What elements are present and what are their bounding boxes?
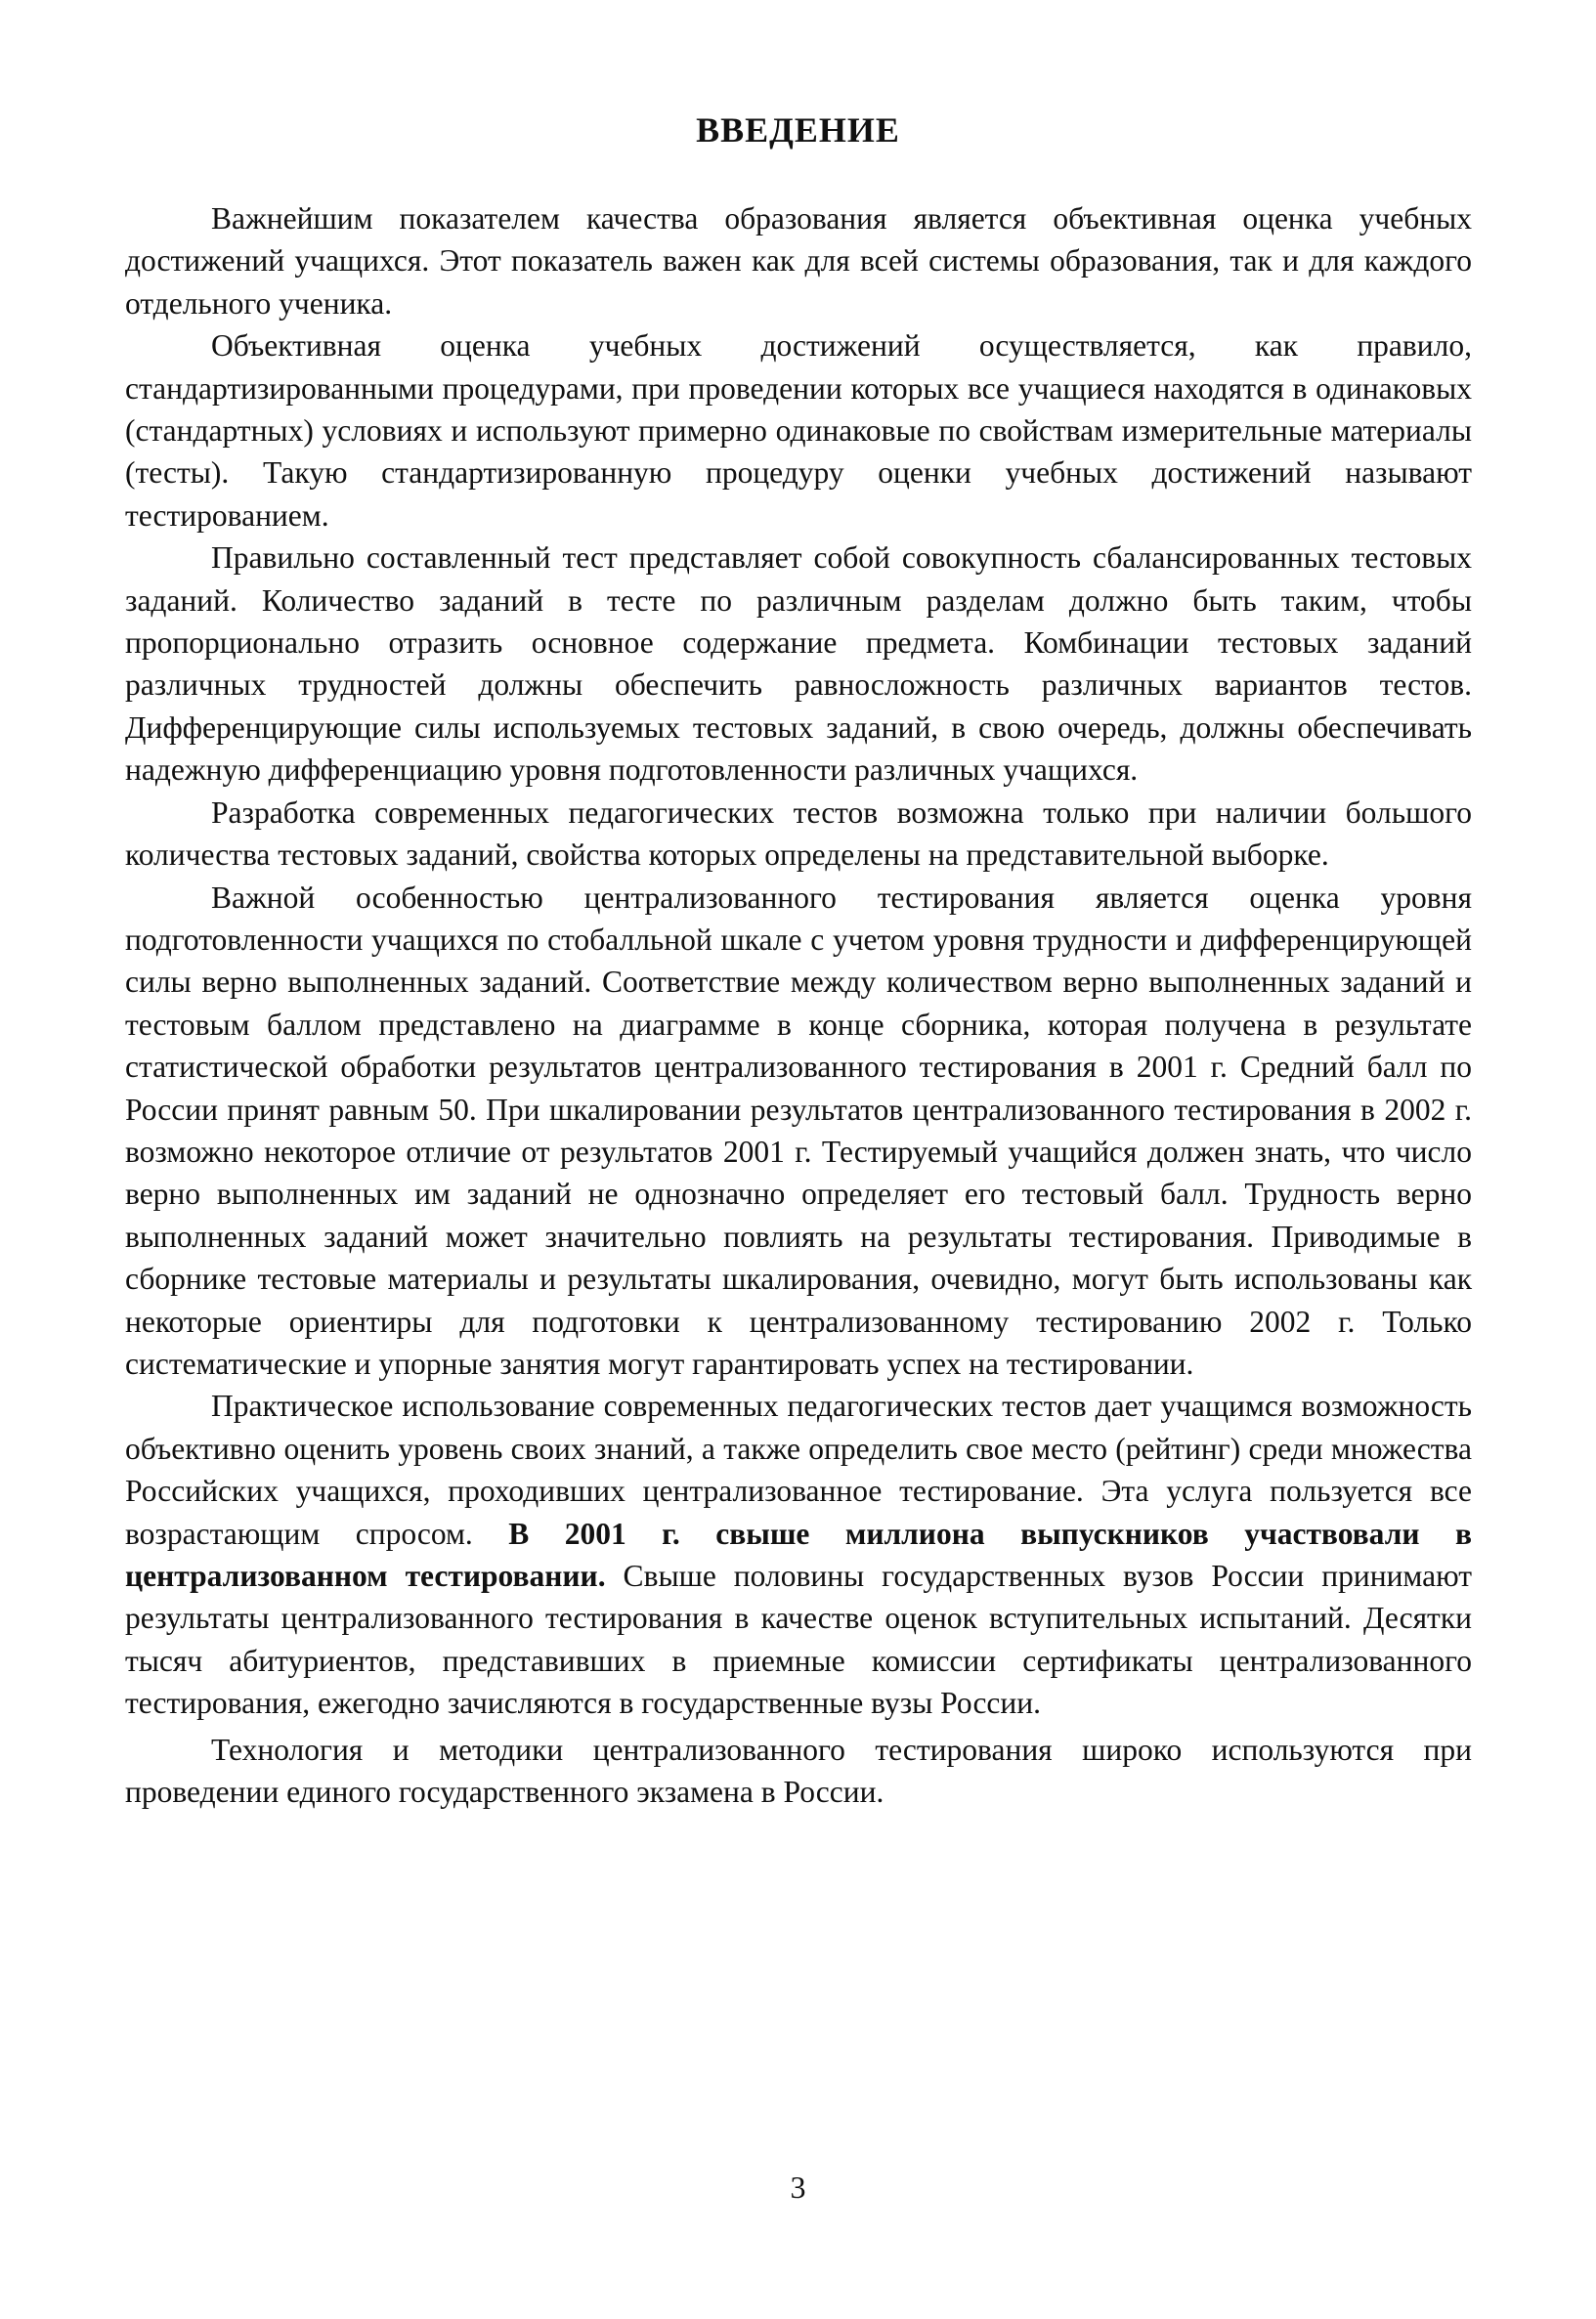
paragraph: Объективная оценка учебных достижений осуществляется, как правило, стандартизированными процедурами, при проведении которых все учащиеся находятся в одинаковых (стандартных) условиях и используют примерно одинаковые по свойствам измерительные материалы (тесты). Такую стандартизированную процедуру оценки учебных достижений называют тестированием.: [125, 328, 1472, 533]
paragraph: Разработка современных педагогических тестов возможна только при наличии большого количества тестовых заданий, свойства которых определены на представительной выборке.: [125, 794, 1472, 873]
paragraph: Важнейшим показателем качества образования является объективная оценка учебных достижений учащихся. Этот показатель важен как для всей системы образования, так и для каждого отдельного ученика.: [125, 201, 1472, 321]
page-title: ВВЕДЕНИЕ: [696, 110, 900, 150]
paragraph: Правильно составленный тест представляет собой совокупность сбалансированных тестовых заданий. Количество заданий в тесте по различным разделам должно быть таким, чтобы пропорционально отразить основное содержание предмета. Комбинации тестовых заданий различных трудностей должны обеспечить равносложность различных вариантов тестов. Дифференцирующие силы используемых тестовых заданий, в свою очередь, должны обеспечивать надежную дифференциацию уровня подготовленности различных учащихся.: [125, 540, 1472, 788]
paragraph: Технология и методики централизованного тестирования широко используются при проведении единого государственного экзамена в России.: [125, 1732, 1472, 1810]
body-text: [125, 197, 1472, 1813]
paragraph-with-bold: [125, 1385, 1472, 1724]
bold-statement: В 2001 г. свыше миллиона выпускников участвовали в централизованном тестировании.: [125, 1516, 1472, 1593]
page-number: 3: [790, 2169, 806, 2205]
paragraph-text-end: Свыше половины государственных вузов России принимают результаты централизованного тестирования в качестве оценок вступительных испытаний. Десятки тысяч абитуриентов, представивших в приемные комиссии сертификаты централизованного тестирования, ежегодно зачисляются в государственные вузы России.: [125, 1559, 1473, 1721]
paragraph-text-start: Практическое использование современных педагогических тестов дает учащимся возможность объективно оценить уровень своих знаний, а также определить свое место (рейтинг) среди множества Российских учащихся, проходивших централизованное тестирование. Эта услуга пользуется все возрастающим спросом.: [125, 1389, 1472, 1551]
paragraph: Важной особенностью централизованного тестирования является оценка уровня подготовленности учащихся по стобалльной шкале с учетом уровня трудности и дифференцирующей силы верно выполненных заданий. Соответствие между количеством верно выполненных заданий и тестовым баллом представлено на диаграмме в конце сборника, которая получена в результате статистической обработки результатов централизованного тестирования в 2001 г. Средний балл по России принят равным 50. При шкалировании результатов централизованного тестирования в 2002 г. возможно некоторое отличие от результатов 2001 г. Тестируемый учащийся должен знать, что число верно выполненных им заданий не однозначно определяет его тестовый балл. Трудность верно выполненных заданий может значительно повлиять на результаты тестирования. Приводимые в сборнике тестовые материалы и результаты шкалирования, очевидно, могут быть использованы как некоторые ориентиры для подготовки к централизованному тестированию 2002 г. Только систематические и упорные занятия могут гарантировать успех на тестировании.: [125, 880, 1472, 1381]
